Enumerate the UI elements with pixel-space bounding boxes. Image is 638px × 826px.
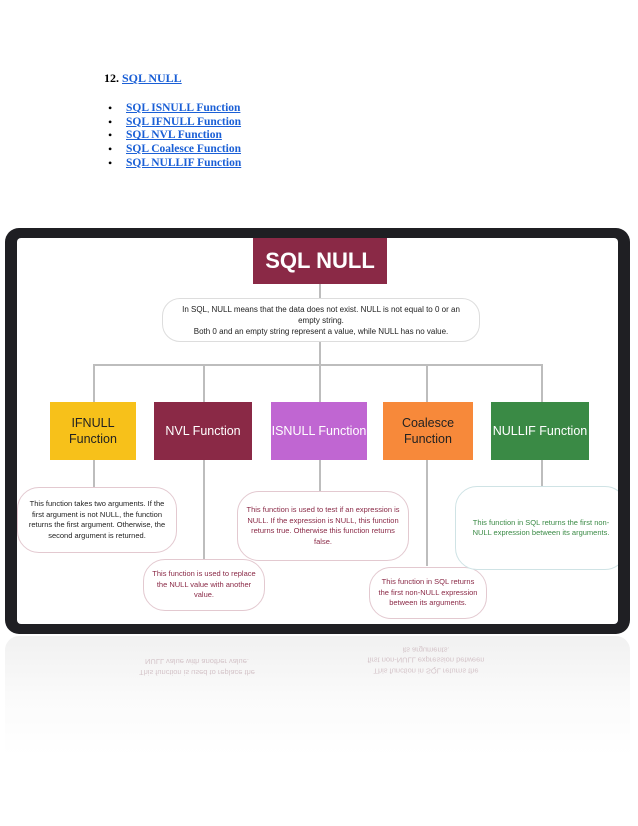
connector-line — [541, 364, 543, 402]
list-item — [108, 116, 241, 130]
ifnull-function-link[interactable]: SQL IFNULL Function — [126, 115, 242, 128]
function-label: NVL Function — [165, 424, 241, 438]
function-label: Function — [69, 432, 117, 446]
nullif-description: This function in SQL returns the first non-NULL expression between its arguments. — [455, 486, 618, 570]
nullif-function-box — [491, 402, 589, 460]
connector-line — [541, 460, 543, 488]
coalesce-function-link[interactable]: SQL Coalesce Function — [126, 143, 242, 156]
connector-line — [319, 460, 321, 492]
function-label: IFNULL — [71, 416, 115, 430]
connector-line — [93, 364, 541, 366]
connector-line — [203, 364, 205, 402]
nullif-function-link[interactable]: SQL NULLIF Function — [126, 156, 242, 169]
function-label: NULLIF Function — [492, 424, 588, 438]
function-link-list — [108, 102, 241, 171]
connector-line — [93, 460, 95, 490]
connector-line — [319, 284, 321, 298]
diagram-image — [17, 238, 618, 624]
coalesce-function-box — [383, 402, 473, 460]
list-item — [108, 129, 241, 143]
isnull-function-link[interactable]: SQL ISNULL Function — [126, 102, 241, 114]
diagram-title: SQL NULL — [253, 238, 387, 284]
reflection-text: This function in SQL returns the first non-NULL expression between its arguments. — [367, 645, 485, 676]
list-item — [108, 157, 241, 171]
section-heading — [104, 71, 182, 86]
connector-line — [319, 342, 321, 364]
coalesce-description: This function in SQL returns the first non-NULL expression between its arguments. — [369, 567, 487, 619]
connector-line — [426, 364, 428, 402]
sql-null-link[interactable]: SQL NULL — [122, 71, 182, 85]
ifnull-description: This function takes two arguments. If the first argument is not NULL, the function returns the first argument. Otherwise, the second argument is returned. — [17, 487, 177, 553]
definition-line: In SQL, NULL means that the data does not exist. NULL is not equal to 0 or an empty string. — [182, 304, 460, 325]
section-number: 12. — [104, 71, 119, 85]
connector-line — [319, 364, 321, 402]
function-label: ISNULL Function — [271, 424, 367, 438]
list-item — [108, 102, 241, 116]
reflection-text: This function is used to replace the NULL value with another value. — [139, 657, 255, 677]
connector-line — [426, 460, 428, 566]
function-label: Coalesce — [401, 416, 455, 430]
isnull-description: This function is used to test if an expression is NULL. If the expression is NULL, this function returns true. Otherwise this function returns false. — [237, 491, 409, 561]
nvl-description: This function is used to replace the NULL value with another value. — [143, 559, 265, 611]
null-definition — [162, 298, 480, 342]
connector-line — [93, 364, 95, 402]
isnull-function-box — [271, 402, 367, 460]
frame-reflection — [5, 636, 630, 756]
diagram-frame — [5, 228, 630, 634]
ifnull-function-box — [50, 402, 136, 460]
definition-line: Both 0 and an empty string represent a value, while NULL has no value. — [193, 326, 449, 336]
nvl-function-box — [154, 402, 252, 460]
list-item — [108, 143, 241, 157]
connector-line — [203, 460, 205, 560]
nvl-function-link[interactable]: SQL NVL Function — [126, 129, 222, 142]
function-label: Function — [404, 432, 452, 446]
